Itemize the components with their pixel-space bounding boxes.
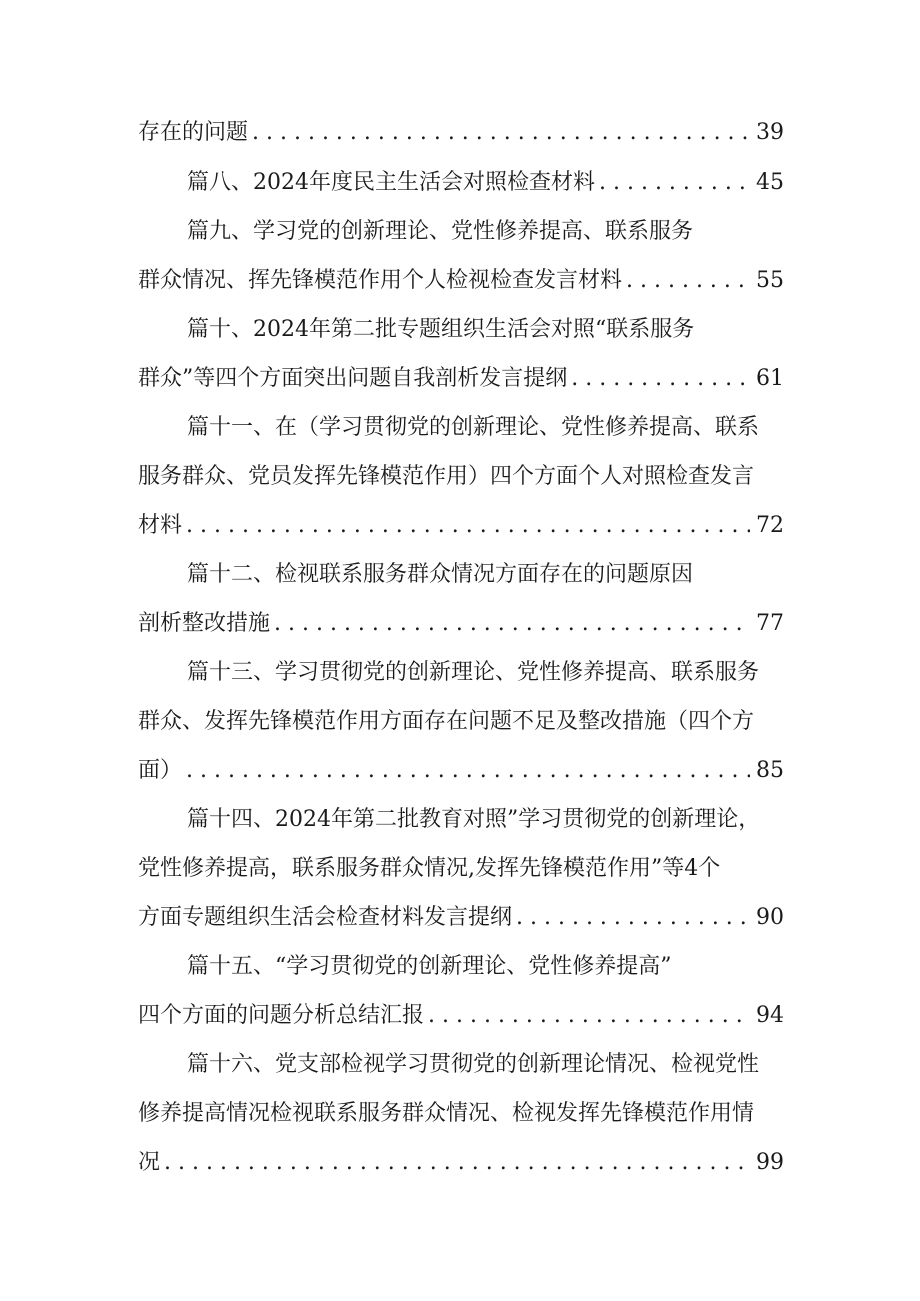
toc-leader-dots <box>599 163 750 203</box>
toc-entry-text: 群众”等四个方面突出问题自我剖析发言提纲 <box>138 366 568 391</box>
toc-entry-10-line-1 <box>187 310 784 350</box>
toc-entry-text: 群众、发挥先锋模范作用方面存在问题不足及整改措施（四个方 <box>138 709 755 734</box>
toc-entry-text: 四个方面的问题分析总结汇报 <box>138 1003 425 1028</box>
toc-entry-14-line-1 <box>187 800 784 840</box>
toc-leader-dots <box>626 261 750 301</box>
toc-entry-13-line-1 <box>187 653 784 693</box>
toc-page-number: 90 <box>756 905 784 930</box>
toc-leader-dots <box>252 113 750 153</box>
toc-entry-text: 方面专题组织生活会检查材料发言提纲 <box>138 905 513 930</box>
toc-entry-text: 篇十四、2024年第二批教育对照”学习贯彻党的创新理论， <box>187 807 761 832</box>
toc-page-number: 94 <box>756 1003 784 1028</box>
toc-leader-dots <box>186 506 750 546</box>
toc-entry-12-line-1 <box>187 555 784 595</box>
toc-entry-text: 篇十、2024年第二批专题组织生活会对照“联系服务 <box>187 317 695 342</box>
toc-entry-11-line-2 <box>138 457 784 497</box>
toc-entry-13-line-2 <box>138 702 784 742</box>
toc-entry-text: 修养提高情况检视联系服务群众情况、检视发挥先锋模范作用情 <box>138 1101 755 1126</box>
toc-leader-dots <box>428 996 750 1036</box>
toc-leader-dots <box>571 359 750 399</box>
toc-page-number: 45 <box>756 170 784 195</box>
toc-entry-text: 况 <box>138 1150 161 1175</box>
toc-entry-13-line-3 <box>138 751 784 791</box>
toc-page-number: 99 <box>756 1150 784 1175</box>
toc-entry-text: 群众情况、挥先锋模范作用个人检视检查发言材料 <box>138 268 623 293</box>
toc-entry-text: 篇九、学习党的创新理论、党性修养提高、联系服务 <box>187 219 694 244</box>
toc-entry-text: 材料 <box>138 513 183 538</box>
toc-entry-text: 篇十六、党支部检视学习贯彻党的创新理论情况、检视党性 <box>187 1052 760 1077</box>
toc-page-number: 85 <box>756 758 784 783</box>
toc-leader-dots <box>186 751 750 791</box>
toc-entry-8 <box>187 163 784 203</box>
toc-entry-text: 篇八、2024年度民主生活会对照检查材料 <box>187 170 595 195</box>
toc-entry-15-line-2 <box>138 996 784 1036</box>
toc-page-number: 39 <box>756 120 784 145</box>
toc-entry-15-line-1 <box>187 947 784 987</box>
toc-entry-text: 篇十二、检视联系服务群众情况方面存在的问题原因 <box>187 562 694 587</box>
toc-entry-text: 篇十一、在（学习贯彻党的创新理论、党性修养提高、联系 <box>187 415 760 440</box>
toc-entry-text: 服务群众、党员发挥先锋模范作用）四个方面个人对照检查发言 <box>138 464 755 489</box>
toc-entry-text: 党性修养提高，联系服务群众情况,发挥先锋模范作用”等4个 <box>138 856 721 881</box>
toc-page-number: 61 <box>756 366 784 391</box>
toc-entry-16-line-3 <box>138 1143 784 1183</box>
toc-entry-10-line-2 <box>138 359 784 399</box>
toc-entry-11-line-1 <box>187 408 784 448</box>
toc-entry-text: 剖析整改措施 <box>138 611 271 636</box>
toc-entry-16-line-1 <box>187 1045 784 1085</box>
toc-entry-9-line-2 <box>138 261 784 301</box>
toc-leader-dots <box>274 604 750 644</box>
toc-entry-16-line-2 <box>138 1094 784 1134</box>
toc-entry-14-line-3 <box>138 898 784 938</box>
toc-entry-text: 篇十三、学习贯彻党的创新理论、党性修养提高、联系服务 <box>187 660 760 685</box>
toc-entry-9-line-1 <box>187 212 784 252</box>
toc-leader-dots <box>164 1143 750 1183</box>
toc-entry-text: 篇十五、“学习贯彻党的创新理论、党性修养提高” <box>187 954 672 979</box>
toc-page-number: 77 <box>756 611 784 636</box>
toc-entry-text: 存在的问题 <box>138 120 249 145</box>
toc-page-number: 55 <box>756 268 784 293</box>
toc-entry-11-line-3 <box>138 506 784 546</box>
toc-page-number: 72 <box>756 513 784 538</box>
toc-entry-7-line-2 <box>138 113 784 153</box>
toc-leader-dots <box>516 898 750 938</box>
toc-entry-12-line-2 <box>138 604 784 644</box>
toc-entry-14-line-2 <box>138 849 784 889</box>
toc-entry-text: 面） <box>138 758 183 783</box>
